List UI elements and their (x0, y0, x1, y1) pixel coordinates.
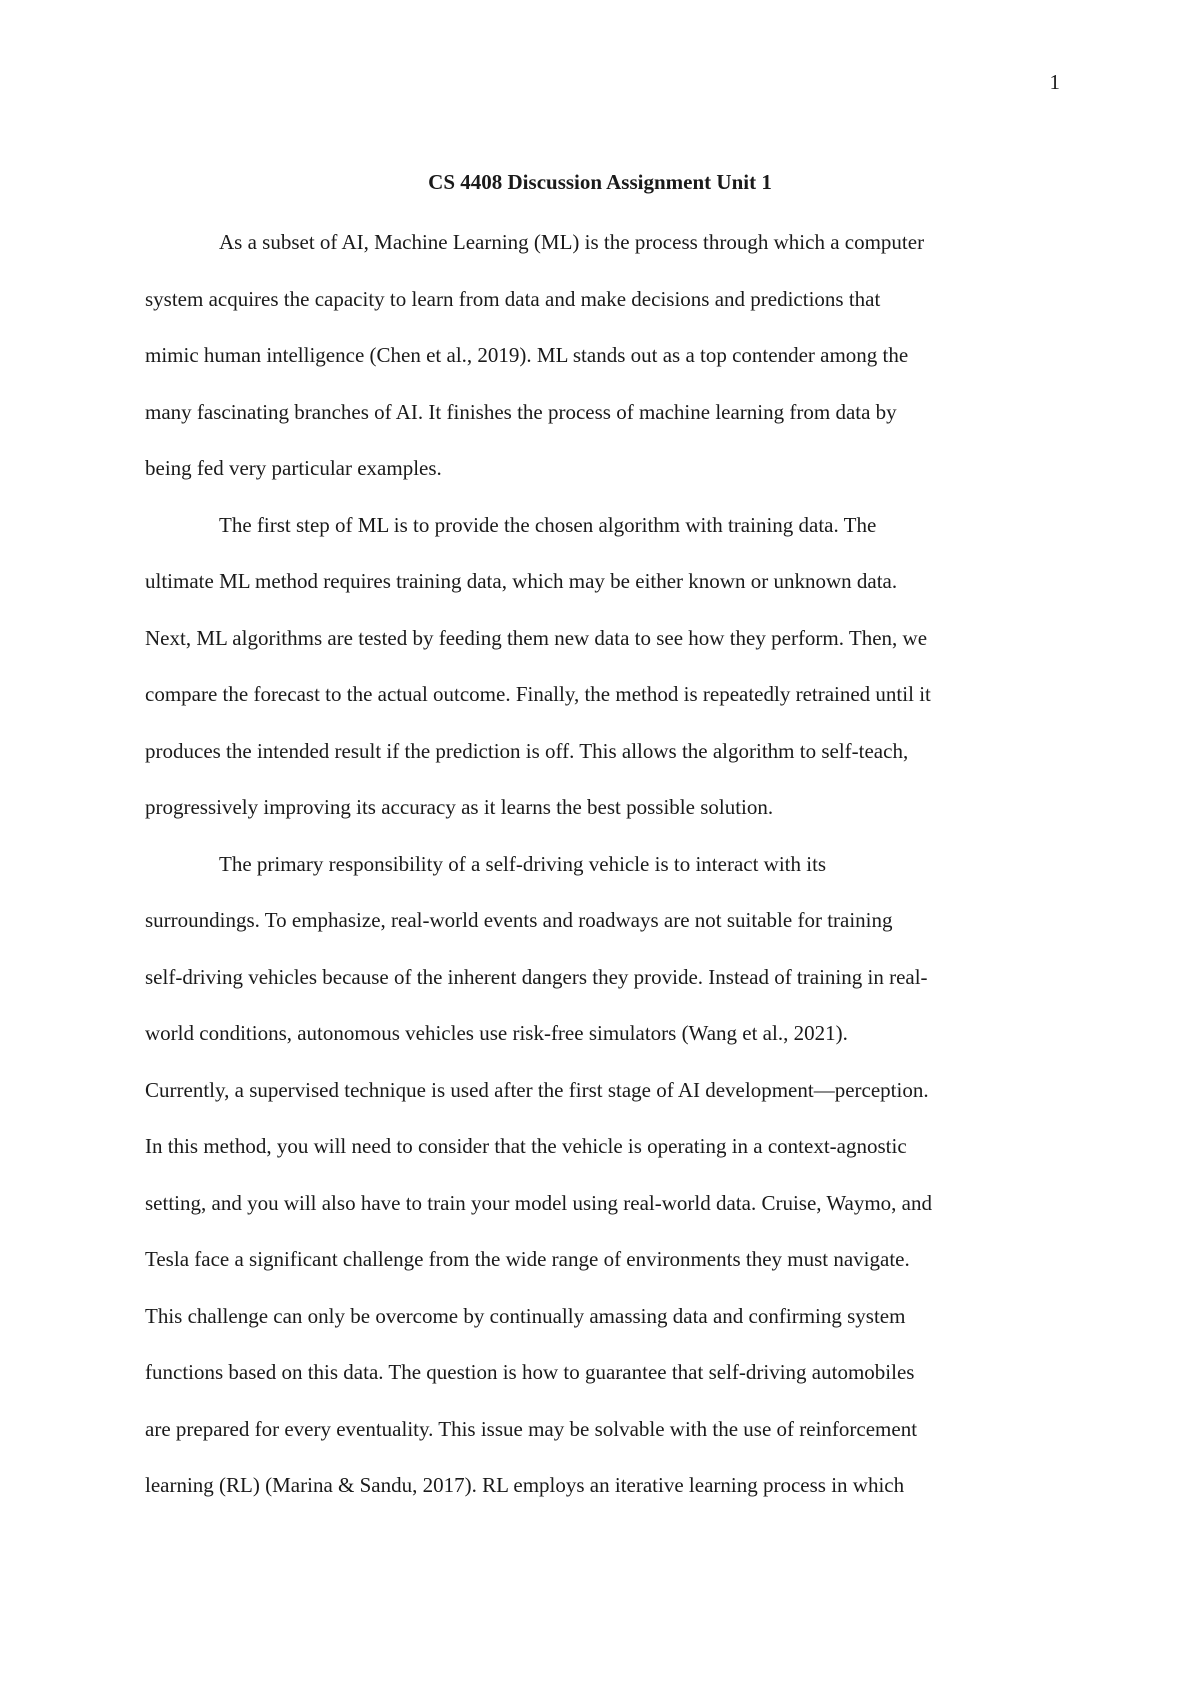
paragraph-ml-definition (145, 214, 1060, 497)
paragraph-line: system acquires the capacity to learn from data and make decisions and predictions that (145, 286, 881, 311)
paragraph-line: are prepared for every eventuality. This issue may be solvable with the use of reinforcement (145, 1416, 918, 1441)
paragraph-line: being fed very particular examples. (145, 456, 442, 480)
paragraph-line: Tesla face a significant challenge from the wide range of environments they must navigate. (145, 1247, 910, 1271)
paragraph-line: As a subset of AI, Machine Learning (ML) is the process through which a computer (219, 230, 925, 254)
paragraph-line: compare the forecast to the actual outcome. Finally, the method is repeatedly retrained until it (145, 682, 931, 706)
paragraph-line: progressively improving its accuracy as it learns the best possible solution. (145, 795, 774, 819)
paragraph-line: many fascinating branches of AI. It finishes the process of machine learning from data by (145, 399, 897, 424)
page-number: 1 (1049, 70, 1060, 94)
paragraph-line: surroundings. To emphasize, real-world events and roadways are not suitable for training (145, 908, 893, 932)
paragraph-line: Currently, a supervised technique is used after the first stage of AI development—perception. (145, 1077, 929, 1102)
paragraph-line: In this method, you will need to consider that the vehicle is operating in a context-agnostic (145, 1134, 907, 1158)
paragraph-self-driving (145, 836, 1060, 1514)
paragraph-line: learning (RL) (Marina & Sandu, 2017). RL employs an iterative learning process in which (145, 1473, 905, 1497)
paragraph-ml-process (145, 497, 1060, 836)
paragraph-line: The first step of ML is to provide the chosen algorithm with training data. The (219, 512, 877, 537)
paragraph-line: world conditions, autonomous vehicles use risk-free simulators (Wang et al., 2021). (145, 1021, 848, 1045)
paragraph-line: ultimate ML method requires training data, which may be either known or unknown data. (145, 569, 898, 593)
document-title: CS 4408 Discussion Assignment Unit 1 (428, 170, 772, 194)
paragraph-line: produces the intended result if the prediction is off. This allows the algorithm to self-teach, (145, 738, 909, 763)
paragraph-line: The primary responsibility of a self-driving vehicle is to interact with its (219, 851, 827, 876)
paragraph-line: mimic human intelligence (Chen et al., 2019). ML stands out as a top contender among the (145, 343, 909, 367)
paragraph-line: self-driving vehicles because of the inherent dangers they provide. Instead of training in real- (145, 964, 928, 989)
paragraph-line: functions based on this data. The question is how to guarantee that self-driving automobiles (145, 1360, 915, 1384)
paragraph-line: This challenge can only be overcome by continually amassing data and confirming system (145, 1303, 906, 1328)
document-body (145, 214, 1060, 1514)
paragraph-line: setting, and you will also have to train your model using real-world data. Cruise, Waymo, and (145, 1190, 933, 1215)
paragraph-line: Next, ML algorithms are tested by feeding them new data to see how they perform. Then, we (145, 625, 928, 650)
